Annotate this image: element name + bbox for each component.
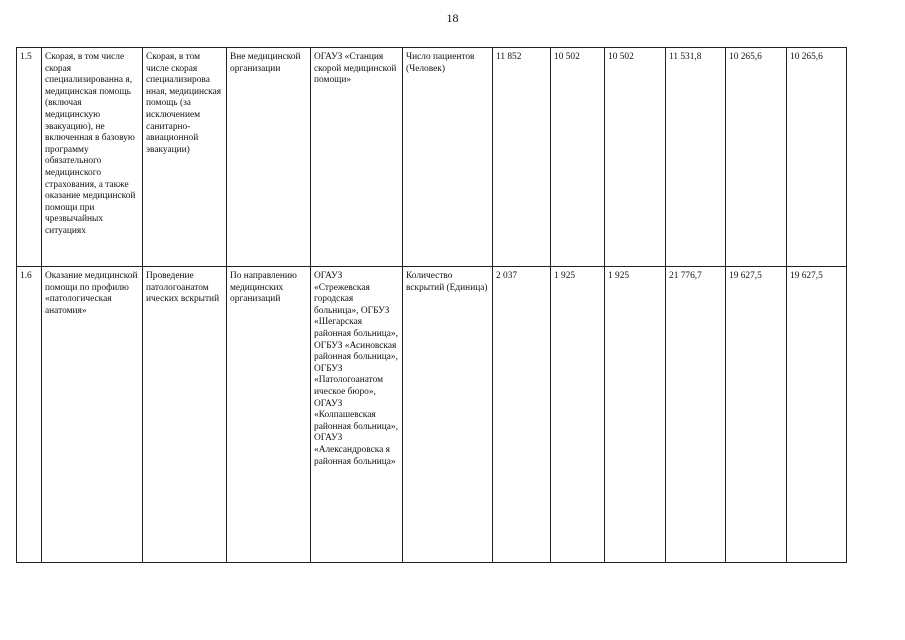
service-content-cell: Скорая, в том числе скорая специализирова нная, медицинская помощь (за исключением санитарно-авиационной эвакуации) bbox=[143, 48, 227, 267]
value-cell: 10 502 bbox=[605, 48, 666, 267]
table-row bbox=[17, 267, 847, 563]
provision-condition-cell: Вне медицинской организации bbox=[227, 48, 311, 267]
value-cell: 10 265,6 bbox=[787, 48, 847, 267]
value-cell: 1 925 bbox=[551, 267, 605, 563]
provision-condition-cell: По направлению медицинских организаций bbox=[227, 267, 311, 563]
service-content-cell: Проведение патологоанатом ических вскрытий bbox=[143, 267, 227, 563]
service-name-cell: Оказание медицинской помощи по профилю «патологическая анатомия» bbox=[42, 267, 143, 563]
value-cell: 2 037 bbox=[493, 267, 551, 563]
value-cell: 11 531,8 bbox=[666, 48, 726, 267]
service-name-cell: Скорая, в том числе скорая специализированна я, медицинская помощь (включая медицинскую эвакуацию), не включенная в базовую программу обязательного медицинского страхования, а также оказание медицинской помощи при чрезвычайных ситуациях bbox=[42, 48, 143, 267]
value-cell: 10 265,6 bbox=[726, 48, 787, 267]
value-cell: 21 776,7 bbox=[666, 267, 726, 563]
row-number-cell: 1.6 bbox=[17, 267, 42, 563]
services-table bbox=[16, 47, 847, 563]
value-cell: 1 925 bbox=[605, 267, 666, 563]
table-row bbox=[17, 48, 847, 267]
row-number-cell: 1.5 bbox=[17, 48, 42, 267]
value-cell: 19 627,5 bbox=[726, 267, 787, 563]
indicator-cell: Число пациентов (Человек) bbox=[403, 48, 493, 267]
value-cell: 10 502 bbox=[551, 48, 605, 267]
value-cell: 19 627,5 bbox=[787, 267, 847, 563]
value-cell: 11 852 bbox=[493, 48, 551, 267]
institution-cell: ОГАУЗ «Станция скорой медицинской помощи» bbox=[311, 48, 403, 267]
indicator-cell: Количество вскрытий (Единица) bbox=[403, 267, 493, 563]
institution-cell: ОГАУЗ «Стрежевская городская больница», ОГБУЗ «Шегарская районная больница», ОГБУЗ «Асиновская районная больница», ОГБУЗ «Патологоанатом ическое бюро», ОГАУЗ «Колпашевская районная больница», ОГАУЗ «Александровска я районная больница» bbox=[311, 267, 403, 563]
page-number: 18 bbox=[446, 11, 459, 25]
